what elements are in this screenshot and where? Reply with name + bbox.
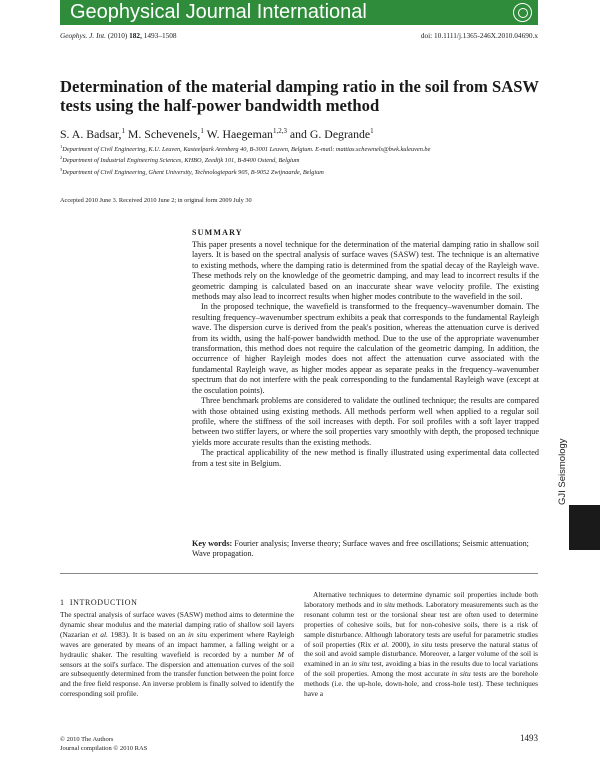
author: W. Haegeman$^{1,2,3}$ <box>203 127 287 141</box>
affiliation: $^2$Department of Industrial Engineering Sciences, KHBO, Zeedijk 101, B-8400 Ostend, Belgium <box>60 155 300 165</box>
emphasis-text: M <box>277 649 284 659</box>
keywords-text: Fourier analysis; Inverse theory; Surface waves and free oscillations; Seismic attenuation; Wave propagation. <box>192 539 529 559</box>
section-title: INTRODUCTION <box>69 598 138 607</box>
body-text: Alternative techniques to determine dynamic soil properties include both laboratory methods and <box>304 590 538 609</box>
emphasis-text: in situ <box>413 639 433 649</box>
body-text: tests preserve the natural status of the soil and avoid sample disturbance. Moreover, a larger volume of the soil is examined in an <box>304 639 538 669</box>
author-list <box>60 127 374 142</box>
side-label-wrap <box>557 405 571 505</box>
body-text: 2000), <box>389 639 414 649</box>
intro-paragraph <box>60 610 294 699</box>
summary-heading: SUMMARY <box>192 228 243 237</box>
body-text: methods. Laboratory measurements such as the resonant column test or the torsional shear test are often used to determine properties of cohesive soils, but for non-cohesive soils, there is a risk of sample disturbance. Although laboratory tests are useful for parametric studies of soil properties (Rix <box>304 599 538 649</box>
section-heading <box>60 598 137 607</box>
emphasis-text: in situ <box>187 629 208 639</box>
abstract-paragraph: The practical applicability of the new method is finally illustrated using experimental data collected from a test site in Belgium. <box>192 448 539 468</box>
paper-title: Determination of the material damping ratio in the soil from SASW tests using the half-power bandwidth method <box>60 77 539 115</box>
emphasis-text: in situ <box>351 659 370 669</box>
copyright-line: Journal compilation © 2010 RAS <box>60 745 148 752</box>
intro-right-column <box>304 590 538 699</box>
abstract-paragraph: In the proposed technique, the wavefield is transformed to the frequency–wavenumber domain. The resulting frequency–wavenumber spectrum exhibits a peak that corresponds to the fundamental Rayleigh wave. The dispersion curve is derived from the peak's position, whereas the attenuation curve is derived from its width, using the half-power bandwidth method. Due to the use of the appropriate wavenumber transformation, this method does not require the calculation of the geometric damping. In addition, the occurrence of higher Rayleigh modes does not affect the attenuation curve associated with the fundamental Rayleigh wave, as higher modes appear as separate peaks in the frequency–wavenumber spectrum that do not interfere with the peak corresponding to the fundamental Rayleigh wave (except at the osculation points). <box>192 302 539 395</box>
journal-seal-icon <box>513 3 532 22</box>
emphasis-text: in situ <box>451 669 471 679</box>
side-section-label: GJI Seismology <box>557 438 568 505</box>
citation-pages: 1493–1508 <box>143 31 177 40</box>
side-tab-marker <box>569 505 600 550</box>
affiliations <box>60 143 430 177</box>
keywords-label: Key words: <box>192 539 233 548</box>
doi[interactable]: doi: 10.1111/j.1365-246X.2010.04690.x <box>420 31 538 40</box>
intro-left-column <box>60 610 294 699</box>
body-text: tests are the borehole methods (i.e. the up-hole, down-hole, and cross-hole test). These techniques have a <box>304 669 539 699</box>
copyright-line: © 2010 The Authors <box>60 736 114 743</box>
section-divider <box>60 573 538 574</box>
keywords <box>192 539 539 560</box>
author: M. Schevenels,$^1$ <box>124 127 204 141</box>
journal-name: Geophysical Journal International <box>70 1 367 23</box>
emphasis-text: in situ <box>376 599 395 609</box>
emphasis-text: et al. <box>92 629 108 639</box>
author: and G. Degrande$^1$ <box>286 127 374 141</box>
citation-year: (2010) <box>107 31 128 40</box>
body-text: of sensors at the soil's surface. The dispersion and attenuation curves of the soil are subsequently determined from the transfer function between the point force and the free field response. An inverse problem is finally solved to identify the corresponding soil profile. <box>60 649 294 699</box>
affiliation: $^1$Department of Civil Engineering, K.U. Leuven, Kasteelpark Arenberg 40, B-3001 Leuven, Belgium. E-mail: mattias.schevenels@bwk.kuleuven.be <box>60 144 431 154</box>
author: S. A. Badsar,$^1$ <box>60 127 125 141</box>
journal-abbrev: Geophys. J. Int. <box>60 31 106 40</box>
abstract-paragraph: Three benchmark problems are considered to validate the outlined technique; the results are compared with those obtained using existing methods. All methods perform well when applied to a regular soil profile, where the stiffness of the soil increases with depth. For soil profiles with a soft layer trapped between two stiffer layers, or where the soil properties vary smoothly with depth, the proposed technique yields more accurate results than the existing methods. <box>192 396 539 447</box>
body-text: 1983). It is based on an <box>107 629 188 639</box>
abstract-paragraph: This paper presents a novel technique for the determination of the material damping ratio in shallow soil layers. It is based on the spectral analysis of surface waves (SASW) test. The technique is an alternative to existing methods, where the damping ratio is determined from the spatial decay of the Rayleigh wave. These methods rely on the knowledge of the geometric damping, and may lead to incorrect results if the geometric damping is calculated based on an inaccurate shear wave velocity profile. The existing methods may also lead to incorrect results when higher modes contribute to the wavefield in the soil. <box>192 240 539 302</box>
body-text: experiment where Rayleigh waves are generated by means of an impact hammer, a falling weight or a hydraulic shaker. The resulting wavefield is recorded by a number <box>60 629 295 659</box>
emphasis-text: et al. <box>373 639 390 649</box>
citation-volume: 182, <box>129 31 142 40</box>
abstract <box>192 240 539 469</box>
body-text: The spectral analysis of surface waves (SASW) method aims to determine the dynamic shear modulus and the material damping ratio of shallow soil layers (Nazarian <box>60 610 294 639</box>
copyright <box>60 735 147 753</box>
running-head-citation <box>60 31 177 40</box>
page-number: 1493 <box>520 733 538 743</box>
body-text: test, avoiding a bias in the results due to local variations of the soil properties. Among the most accurate <box>304 659 538 679</box>
journal-banner <box>60 0 538 25</box>
accepted-dates: Accepted 2010 June 3. Received 2010 June 2; in original form 2009 July 30 <box>60 197 252 204</box>
section-number: 1 <box>60 598 65 607</box>
intro-paragraph <box>304 590 538 699</box>
affiliation: $^3$Department of Civil Engineering, Ghent University, Technologiepark 905, B-9052 Zwijnaarde, Belgium <box>60 166 324 176</box>
